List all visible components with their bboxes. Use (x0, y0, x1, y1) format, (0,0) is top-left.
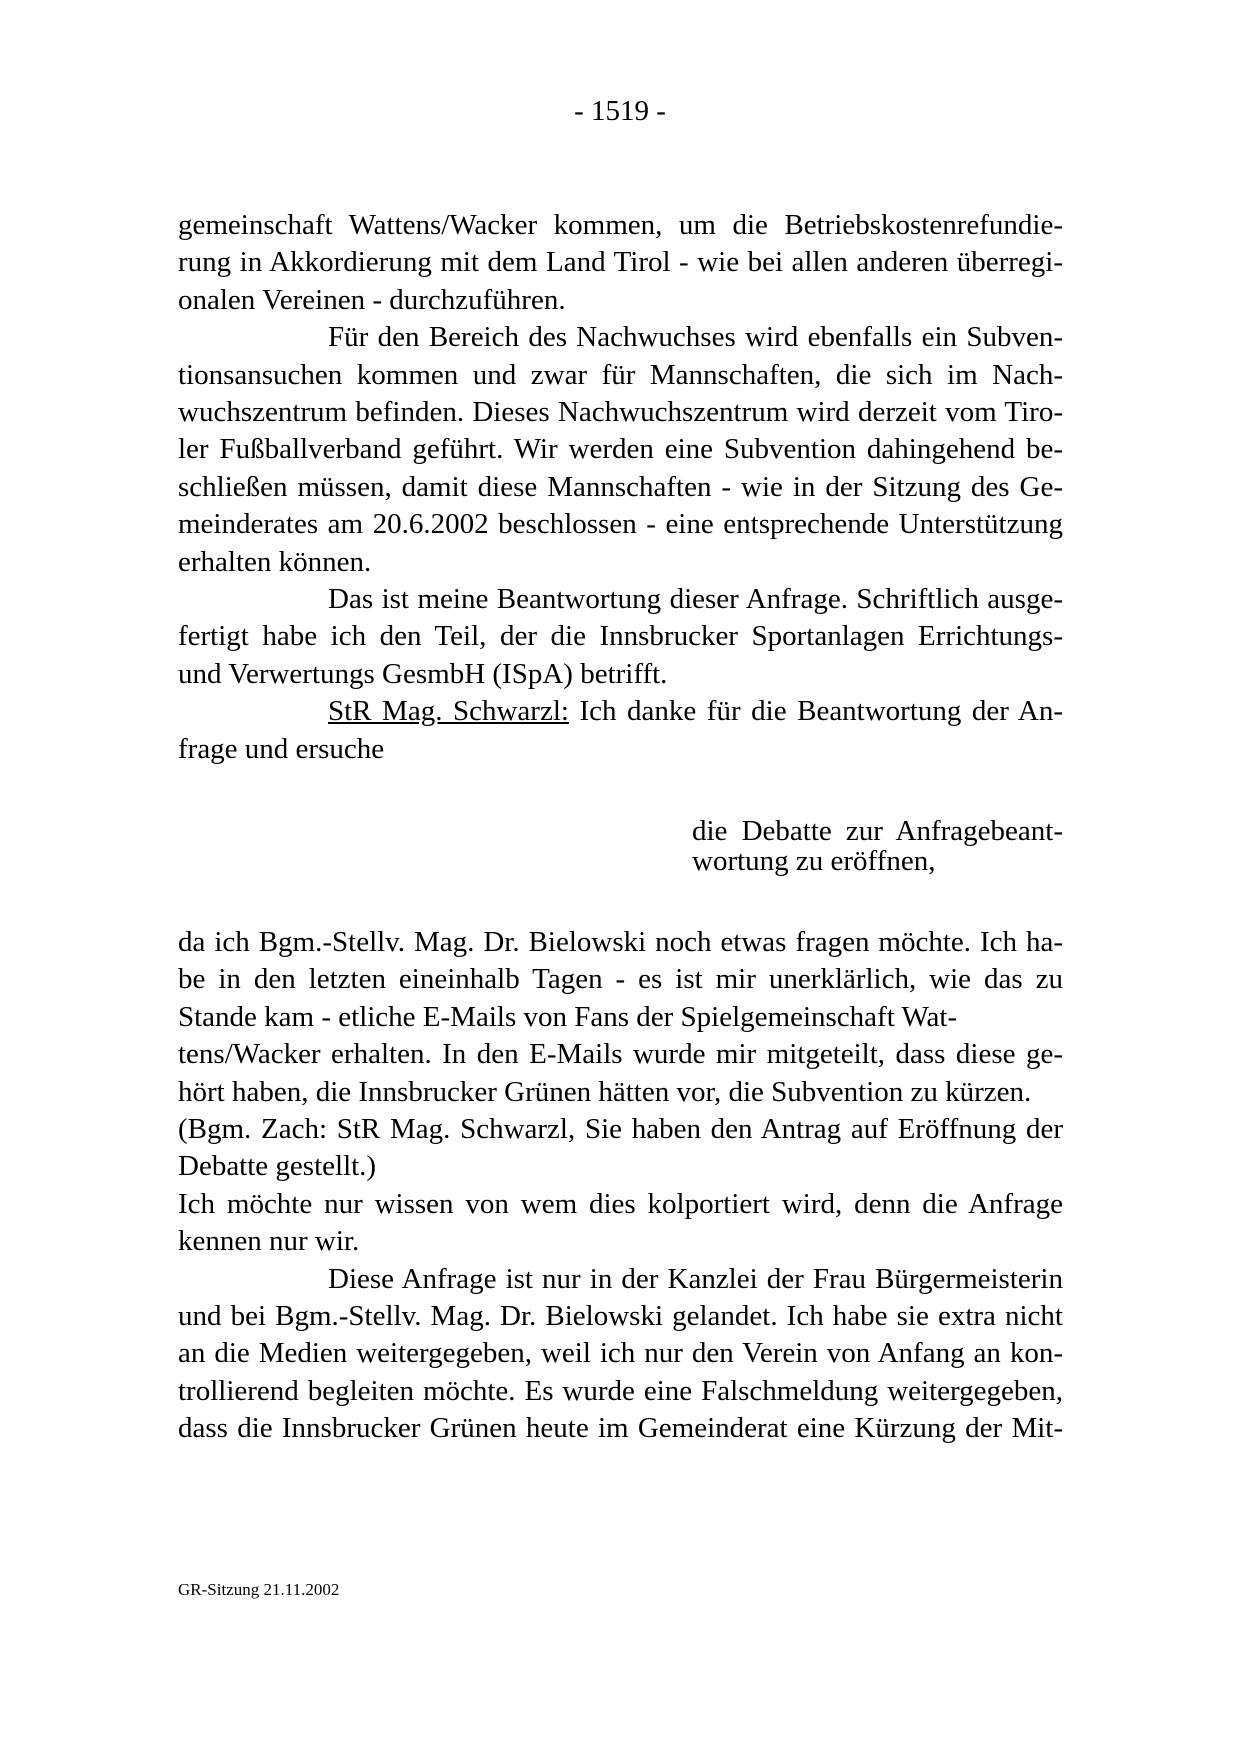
text-line: dass die Innsbrucker Grünen heute im Gemeinderat eine Kürzung der Mit- (178, 1412, 1063, 1445)
text-line: und bei Bgm.-Stellv. Mag. Dr. Bielowski gelandet. Ich habe sie extra nicht (178, 1300, 1063, 1333)
text-line: gemeinschaft Wattens/Wacker kommen, um die Betriebskostenrefundie- (178, 209, 1063, 241)
text-block-lower (178, 924, 1063, 1448)
text-line: erhalten können. (178, 545, 372, 578)
text-line: Ich möchte nur wissen von wem dies kolportiert wird, denn die Anfrage (178, 1187, 1063, 1220)
text-line: rung in Akkordierung mit dem Land Tirol - wie bei allen anderen überregi- (178, 246, 1063, 279)
text-line: kennen nur wir. (178, 1225, 360, 1258)
text-line: da ich Bgm.-Stellv. Mag. Dr. Bielowski noch etwas fragen möchte. Ich ha- (178, 926, 1063, 958)
text-line: be in den letzten eineinhalb Tagen - es ist mir unerklärlich, wie das zu (178, 963, 1063, 996)
text-line: tens/Wacker erhalten. In den E-Mails wurde mir mitgeteilt, dass diese ge- (178, 1038, 1063, 1071)
text-line: tionsansuchen kommen und zwar für Mannschaften, die sich im Nach- (178, 358, 1063, 391)
text-line: Diese Anfrage ist nur in der Kanzlei der Frau Bürgermeisterin (328, 1262, 1063, 1295)
text-line: schließen müssen, damit diese Mannschaften - wie in der Sitzung des Ge- (178, 470, 1063, 503)
speaker-line (178, 693, 1063, 730)
text-line: (Bgm. Zach: StR Mag. Schwarzl, Sie haben den Antrag auf Eröffnung der (178, 1113, 1063, 1146)
text-line: an die Medien weitergegeben, weil ich nur den Verein von Anfang an kon- (178, 1337, 1063, 1370)
speaker-text: Ich danke für die Beantwortung der An- (568, 695, 1063, 728)
speaker-name: StR Mag. Schwarzl: (328, 695, 569, 728)
footer-session-date: GR-Sitzung 21.11.2002 (178, 1580, 340, 1599)
text-line: onalen Vereinen - durchzuführen. (178, 283, 566, 316)
text-line: Für den Bereich des Nachwuchses wird ebenfalls ein Subven- (328, 321, 1063, 354)
page-number: - 1519 - (574, 95, 666, 127)
text-line: frage und ersuche (178, 732, 385, 765)
text-line: und Verwertungs GesmbH (ISpA) betrifft. (178, 657, 668, 690)
text-line: wuchszentrum befinden. Dieses Nachwuchszentrum wird derzeit vom Tiro- (178, 396, 1063, 429)
text-line: hört haben, die Innsbrucker Grünen hätten vor, die Subvention zu kürzen. (178, 1075, 1032, 1108)
text-line: Stande kam - etliche E-Mails von Fans der Spielgemeinschaft Wat- (178, 1000, 958, 1033)
text-line: trollierend begleiten möchte. Es wurde eine Falschmeldung weitergegeben, (178, 1374, 1063, 1407)
motion-request (692, 816, 1063, 876)
text-line: Das ist meine Beantwortung dieser Anfrage. Schriftlich ausge- (328, 583, 1063, 616)
motion-line: die Debatte zur Anfragebeant- (692, 815, 1063, 847)
text-line: ler Fußballverband geführt. Wir werden eine Subvention dahingehend be- (178, 433, 1063, 466)
text-line: Debatte gestellt.) (178, 1150, 377, 1183)
motion-line: wortung zu eröffnen, (692, 845, 936, 877)
text-line: meinderates am 20.6.2002 beschlossen - eine entsprechende Unterstützung (178, 508, 1063, 541)
text-block-upper (178, 207, 1063, 768)
text-line: fertigt habe ich den Teil, der die Innsbrucker Sportanlagen Errichtungs- (178, 620, 1063, 653)
